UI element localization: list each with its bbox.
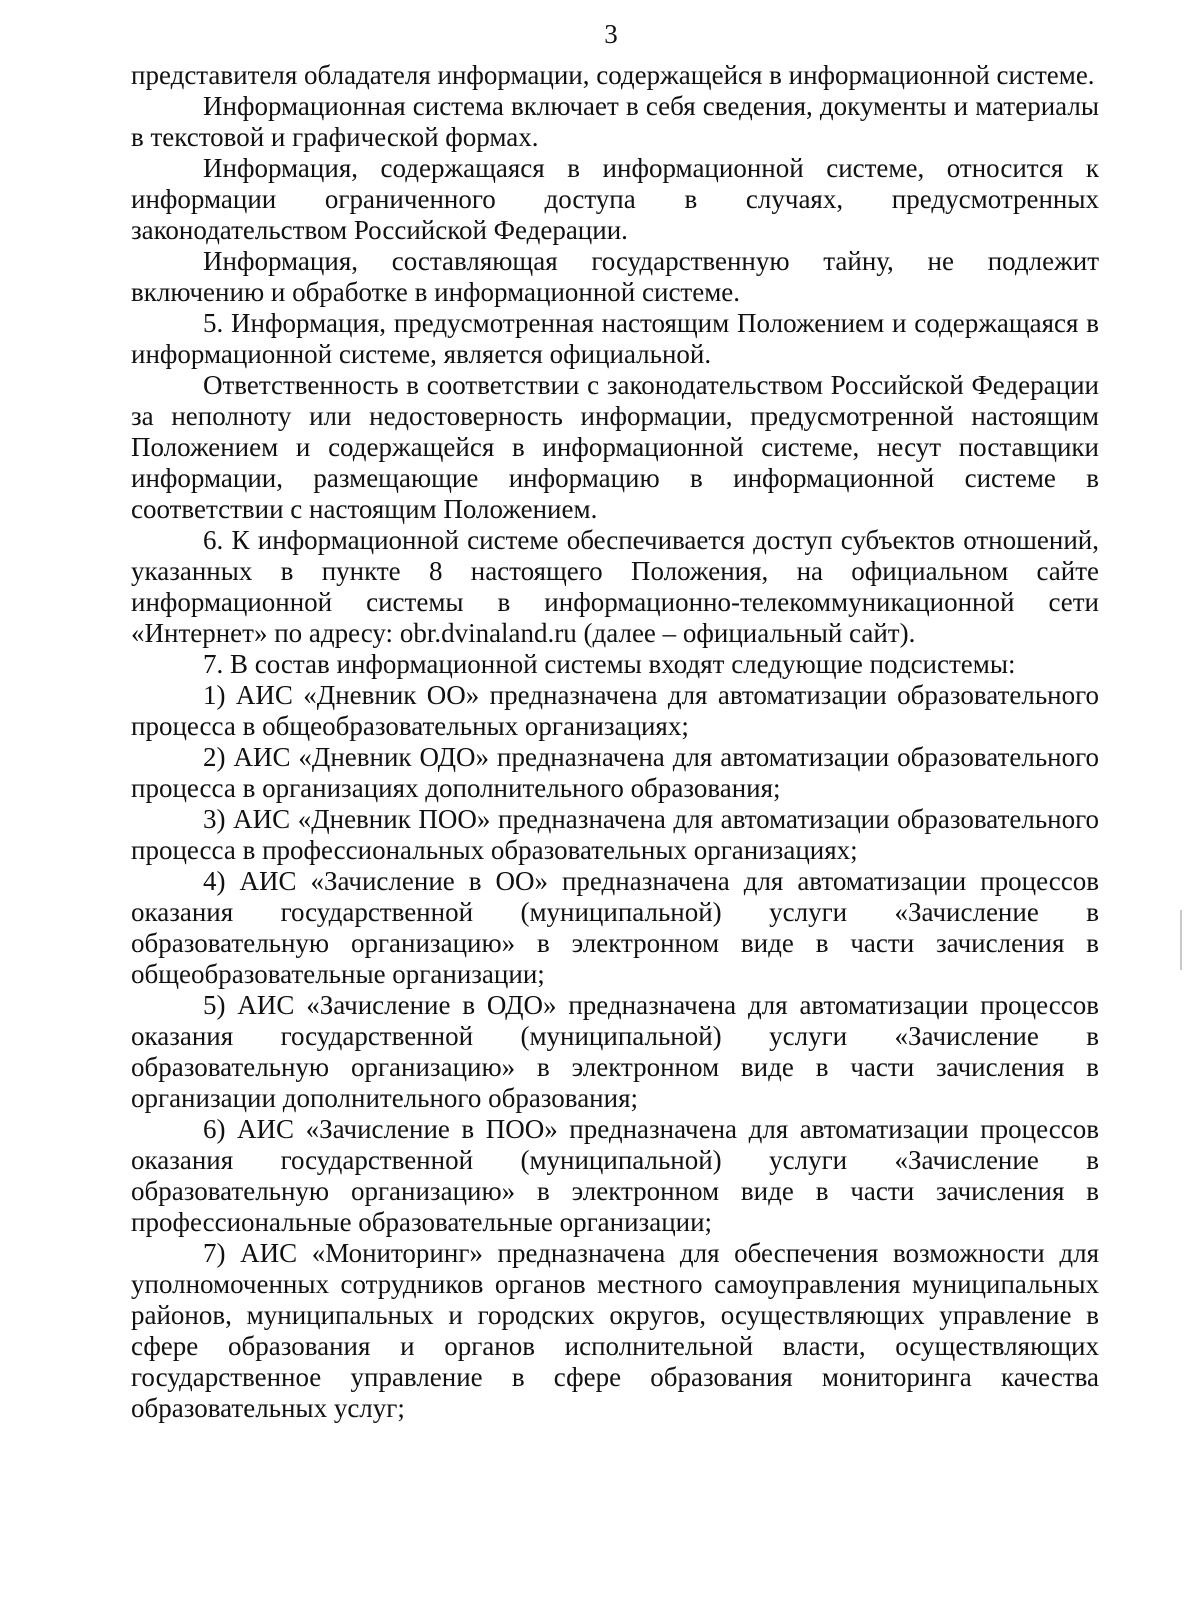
subsystem-item-1: 1) АИС «Дневник ОО» предназначена для автоматизации образовательного процесса в общеобразовательных организациях; — [131, 680, 1099, 741]
paragraph-restricted-access: Информация, содержащаяся в информационной системе, относится к информации ограниченного доступа в случаях, предусмотренных законодательством Российской Федерации. — [131, 153, 1099, 245]
subsystem-item-4: 4) АИС «Зачисление в ОО» предназначена для автоматизации процессов оказания государственной (муниципальной) услуги «Зачисление в образовательную организацию» в электронном виде в части зачисления в общеобразовательные организации; — [131, 866, 1099, 989]
subsystem-item-3: 3) АИС «Дневник ПОО» предназначена для автоматизации образовательного процесса в профессиональных образовательных организациях; — [131, 804, 1099, 865]
paragraph-item-7: 7. В состав информационной системы входят следующие подсистемы: — [203, 649, 1016, 679]
paragraph-system-contents: Информационная система включает в себя сведения, документы и материалы в текстовой и графической формах. — [131, 91, 1099, 152]
scan-edge-mark — [1180, 910, 1182, 970]
paragraph-item-6: 6. К информационной системе обеспечивается доступ субъектов отношений, указанных в пункте 8 настоящего Положения, на официальном сайте информационной системы в информационно-телекоммуникационной сети «Интернет» по адресу: obr.dvinaland.ru (далее – официальный сайт). — [131, 525, 1099, 648]
document-body — [131, 60, 1099, 1424]
paragraph-state-secret: Информация, составляющая государственную тайну, не подлежит включению и обработке в информационной системе. — [131, 246, 1099, 307]
paragraph-continuation: представителя обладателя информации, содержащейся в информационной системе. — [131, 60, 1095, 90]
subsystem-item-7: 7) АИС «Мониторинг» предназначена для обеспечения возможности для уполномоченных сотрудников органов местного самоуправления муниципальных районов, муниципальных и городских округов, осуществляющих управление в сфере образования и органов исполнительной власти, осуществляющих государственное управление в сфере образования мониторинга качества образовательных услуг; — [131, 1238, 1099, 1423]
paragraph-responsibility: Ответственность в соответствии с законодательством Российской Федерации за неполноту или недостоверность информации, предусмотренной настоящим Положением и содержащейся в информационной системе, несут поставщики информации, размещающие информацию в информационной системе в соответствии с настоящим Положением. — [131, 370, 1099, 524]
paragraph-item-5: 5. Информация, предусмотренная настоящим Положением и содержащаяся в информационной системе, является официальной. — [131, 308, 1099, 369]
page-number: 3 — [604, 19, 618, 49]
subsystem-item-6: 6) АИС «Зачисление в ПОО» предназначена для автоматизации процессов оказания государственной (муниципальной) услуги «Зачисление в образовательную организацию» в электронном виде в части зачисления в профессиональные образовательные организации; — [131, 1114, 1099, 1237]
subsystem-item-2: 2) АИС «Дневник ОДО» предназначена для автоматизации образовательного процесса в организациях дополнительного образования; — [131, 742, 1099, 803]
subsystem-item-5: 5) АИС «Зачисление в ОДО» предназначена для автоматизации процессов оказания государственной (муниципальной) услуги «Зачисление в образовательную организацию» в электронном виде в части зачисления в организации дополнительного образования; — [131, 990, 1099, 1113]
